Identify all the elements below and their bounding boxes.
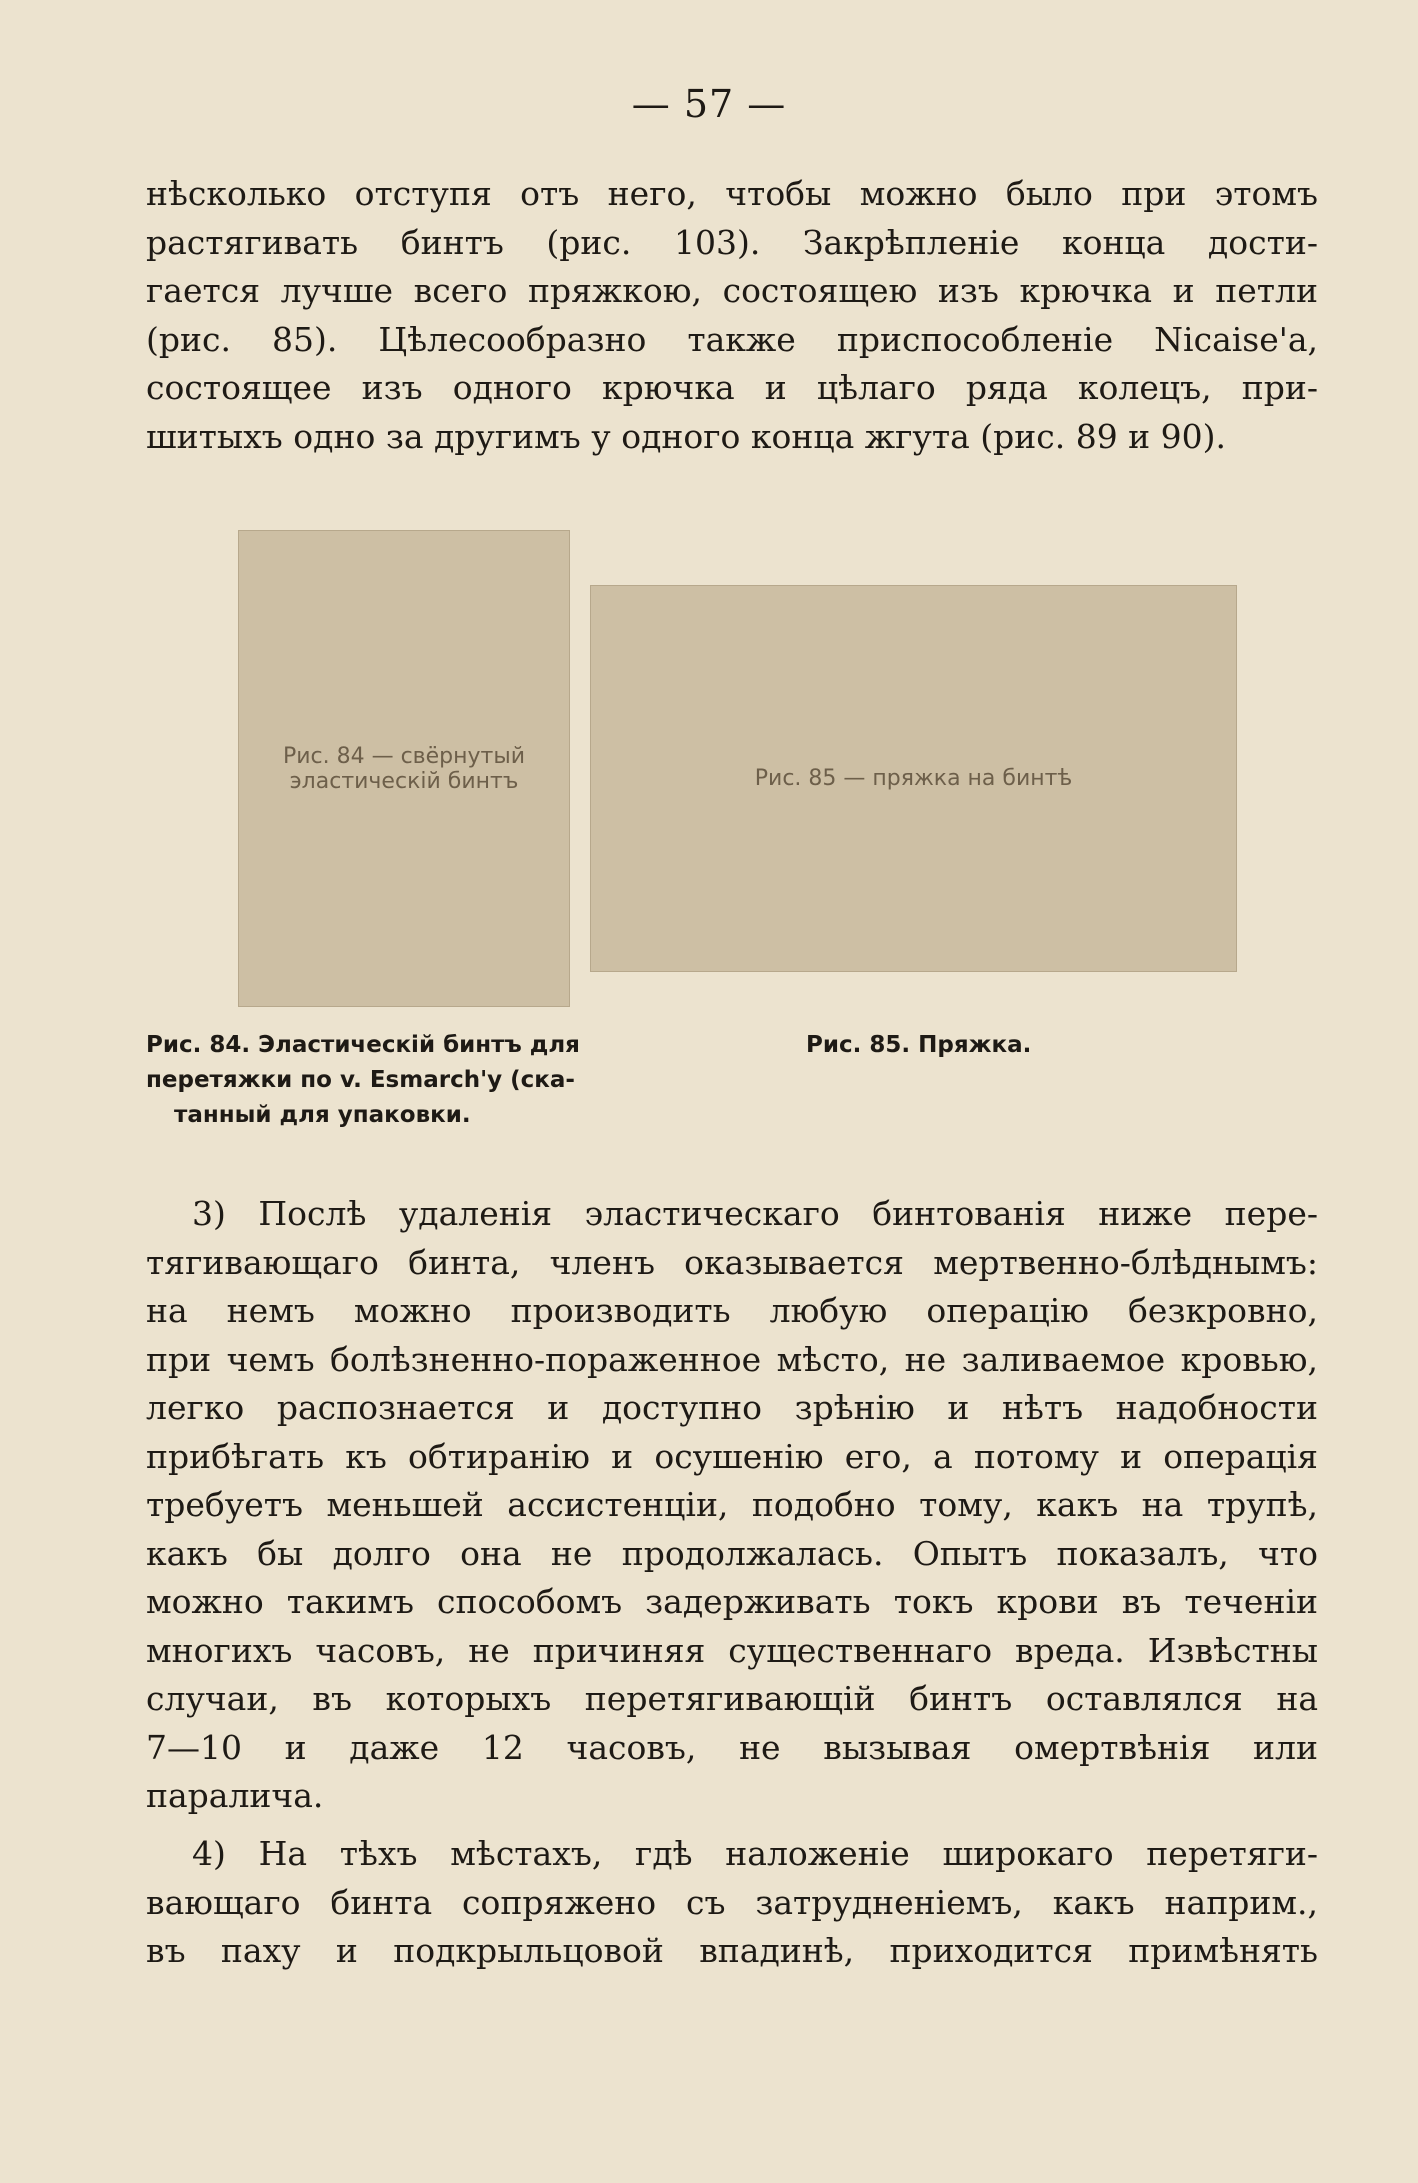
text-line: какъ бы долго она не продолжалась. Опытъ показалъ, что <box>146 1533 1318 1573</box>
page-number: — 57 — <box>631 82 787 126</box>
text-line: въ паху и подкрыльцовой впадинѣ, приходится примѣнять <box>146 1931 1318 1970</box>
caption-line: танный для упаковки. <box>174 1102 471 1128</box>
caption-line: Рис. 84. Эластическій бинтъ для <box>146 1032 580 1058</box>
figure-84-image: Рис. 84 — свёрнутый эластическій бинтъ <box>238 530 570 1007</box>
figure-85-image: Рис. 85 — пряжка на бинтѣ <box>590 585 1237 972</box>
text-line: требуетъ меньшей ассистенціи, подобно тому, какъ на трупѣ, <box>146 1485 1318 1524</box>
text-line: случаи, въ которыхъ перетягивающій бинтъ оставлялся на <box>146 1679 1318 1718</box>
paragraph-2 <box>146 1190 1318 1821</box>
caption-line: Рис. 85. Пряжка. <box>806 1032 1032 1058</box>
text-line: 3) Послѣ удаленія эластическаго бинтованія ниже пере- <box>192 1194 1318 1233</box>
text-line: (рис. 85). Цѣлесообразно также приспособленіе Nicaise'a, <box>146 319 1318 359</box>
text-line: состоящее изъ одного крючка и цѣлаго ряда колецъ, при- <box>146 368 1318 407</box>
caption-line: перетяжки по v. Esmarch'у (ска- <box>146 1067 575 1093</box>
text-line: на немъ можно производить любую операцію безкровно, <box>146 1291 1318 1330</box>
paragraph-1 <box>146 170 1318 461</box>
text-line: 7—10 и даже 12 часовъ, не вызывая омертвѣнія или <box>146 1727 1318 1767</box>
text-line: гается лучше всего пряжкою, состоящею изъ крючка и петли <box>146 271 1318 310</box>
text-line: шитыхъ одно за другимъ у одного конца жгута (рис. 89 и 90). <box>146 416 1227 456</box>
text-line: 4) На тѣхъ мѣстахъ, гдѣ наложеніе широкаго перетяги- <box>192 1834 1318 1873</box>
text-line: при чемъ болѣзненно-пораженное мѣсто, не заливаемое кровью, <box>146 1339 1318 1379</box>
paragraph-3 <box>146 1830 1318 1976</box>
figure-85-caption <box>806 1028 1031 1063</box>
figure-84-caption <box>146 1028 580 1133</box>
text-line: тягивающаго бинта, членъ оказывается мертвенно-блѣднымъ: <box>146 1242 1318 1282</box>
text-line: легко распознается и доступно зрѣнію и нѣтъ надобности <box>146 1388 1318 1427</box>
text-line: можно такимъ способомъ задерживать токъ крови въ теченіи <box>146 1582 1318 1621</box>
text-line: прибѣгать къ обтиранію и осушенію его, а потому и операція <box>146 1436 1318 1476</box>
text-line: растягивать бинтъ (рис. 103). Закрѣпленіе конца дости- <box>146 222 1318 262</box>
text-line: вающаго бинта сопряжено съ затрудненіемъ, какъ наприм., <box>146 1882 1318 1922</box>
text-line: паралича. <box>146 1776 324 1815</box>
text-line: нѣсколько отступя отъ него, чтобы можно было при этомъ <box>146 174 1318 213</box>
text-line: многихъ часовъ, не причиняя существеннаго вреда. Извѣстны <box>146 1630 1318 1670</box>
